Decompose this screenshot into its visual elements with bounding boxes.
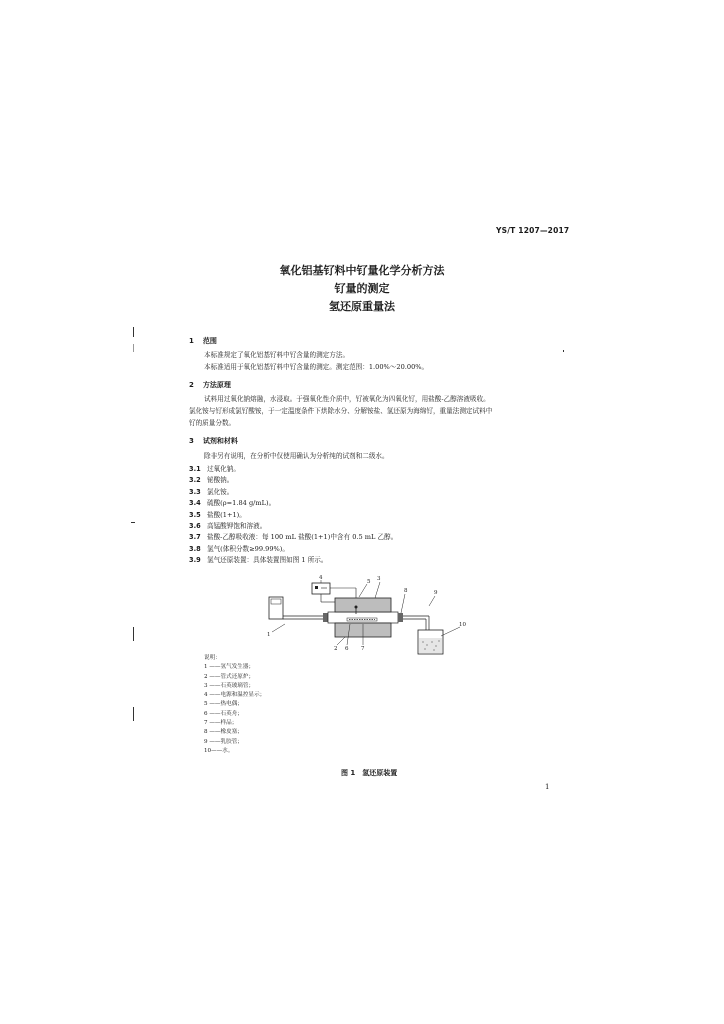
legend-item: 5 ——热电偶；: [204, 701, 243, 708]
section-title: 方法原理: [202, 381, 231, 389]
callout-label: 5: [367, 579, 371, 585]
paragraph: 氯化铵与钌形成氯钌酸铵，于一定温度条件下烘除水分、分解铵盐、氢还原为海绵钌，重量法测定试料中: [189, 407, 493, 415]
document-subtitle: 钌量的测定: [334, 282, 390, 295]
list-item: 3.8 氢气(体积分数≥99.99%)。: [189, 544, 289, 553]
section-title: 试剂和材料: [202, 437, 238, 445]
scan-mark: [563, 350, 564, 352]
list-item: 3.3 氯化铵。: [189, 487, 234, 496]
figure-legend: [204, 654, 265, 756]
apparatus-diagram: [255, 572, 495, 658]
figure-caption: 图 1 氢还原装置: [341, 769, 398, 777]
legend-item: 8 ——橡皮塞；: [204, 729, 243, 736]
callout-label: 1: [267, 632, 271, 638]
water: [419, 638, 442, 653]
legend-item: 1 ——氢气发生器；: [204, 664, 255, 671]
list-item: 3.1 过氧化钠。: [189, 465, 240, 473]
list-item: 3.2 铋酸钠。: [189, 476, 234, 485]
legend-item: 9 ——乳胶管；: [204, 738, 243, 745]
paragraph: 本标准规定了氧化铝基钌料中钌含量的测定方法。: [204, 351, 350, 359]
section-number: 3: [189, 437, 194, 445]
quartz-tube: [328, 612, 398, 623]
list-item: 3.7 盐酸-乙醇吸收液：每 100 mL 盐酸(1+1)中含有 0.5 mL 乙醇。: [189, 533, 398, 542]
list-item: 3.9 氢气还原装置：具体装置图如图 1 所示。: [189, 556, 328, 565]
section-number: 2: [189, 381, 194, 389]
paragraph: 除非另有说明，在分析中仅使用确认为分析纯的试剂和二级水。: [204, 452, 389, 460]
temperature-controller: [312, 583, 330, 594]
legend-item: 4 ——电源和温控显示；: [204, 692, 266, 699]
legend-item: 6 ——石英舟；: [204, 710, 243, 717]
callout-label: 2: [334, 646, 338, 652]
standard-code: YS/T 1207—2017: [496, 226, 570, 235]
paragraph: 钌的质量分数。: [189, 419, 236, 427]
scan-mark: [133, 327, 134, 337]
callout-label: 6: [345, 646, 349, 652]
page-number: 1: [545, 783, 550, 791]
callout-label: 3: [377, 576, 381, 582]
legend-title: 说明：: [204, 655, 221, 661]
list-item: 3.4 硫酸(ρ=1.84 g/mL)。: [189, 499, 276, 508]
paragraph: 本标准适用于氧化铝基钌料中钌含量的测定。测定范围：1.00%～20.00%。: [204, 363, 429, 371]
document-title: 氧化铝基钌料中钌量化学分析方法: [279, 264, 445, 277]
section-3-heading: [189, 436, 238, 446]
legend-item: 7 ——样品；: [204, 720, 238, 727]
legend-item: 3 ——石英玻璃管；: [204, 682, 255, 689]
section-title: 范围: [202, 337, 217, 345]
scan-mark: [133, 344, 134, 352]
legend-item: 2 ——管式还原炉；: [204, 673, 255, 680]
tube-furnace-top: [335, 598, 391, 612]
scan-mark: [133, 707, 134, 721]
callout-label: 4: [319, 575, 323, 581]
callout-label: 9: [434, 590, 438, 596]
section-number: 1: [189, 337, 194, 345]
rubber-stopper: [323, 613, 328, 622]
section-2-heading: [189, 380, 231, 390]
list-item: 3.5 盐酸(1+1)。: [189, 510, 246, 519]
callout-label: 7: [361, 646, 365, 652]
list-item: 3.6 高锰酸钾饱和溶液。: [189, 521, 267, 530]
callout-label: 10: [459, 622, 466, 628]
callout-label: 8: [404, 588, 408, 594]
reagent-list: [189, 464, 397, 567]
document-method-title: 氢还原重量法: [329, 300, 395, 313]
legend-item: 10——水。: [204, 747, 234, 754]
paragraph: 试料用过氧化钠熔融，水浸取。于强氧化性介质中，钌被氧化为四氧化钌，用盐酸-乙醇溶液吸收。: [204, 395, 490, 403]
scan-mark: [131, 522, 135, 523]
scan-mark: [133, 627, 134, 641]
section-1-heading: [189, 336, 217, 346]
